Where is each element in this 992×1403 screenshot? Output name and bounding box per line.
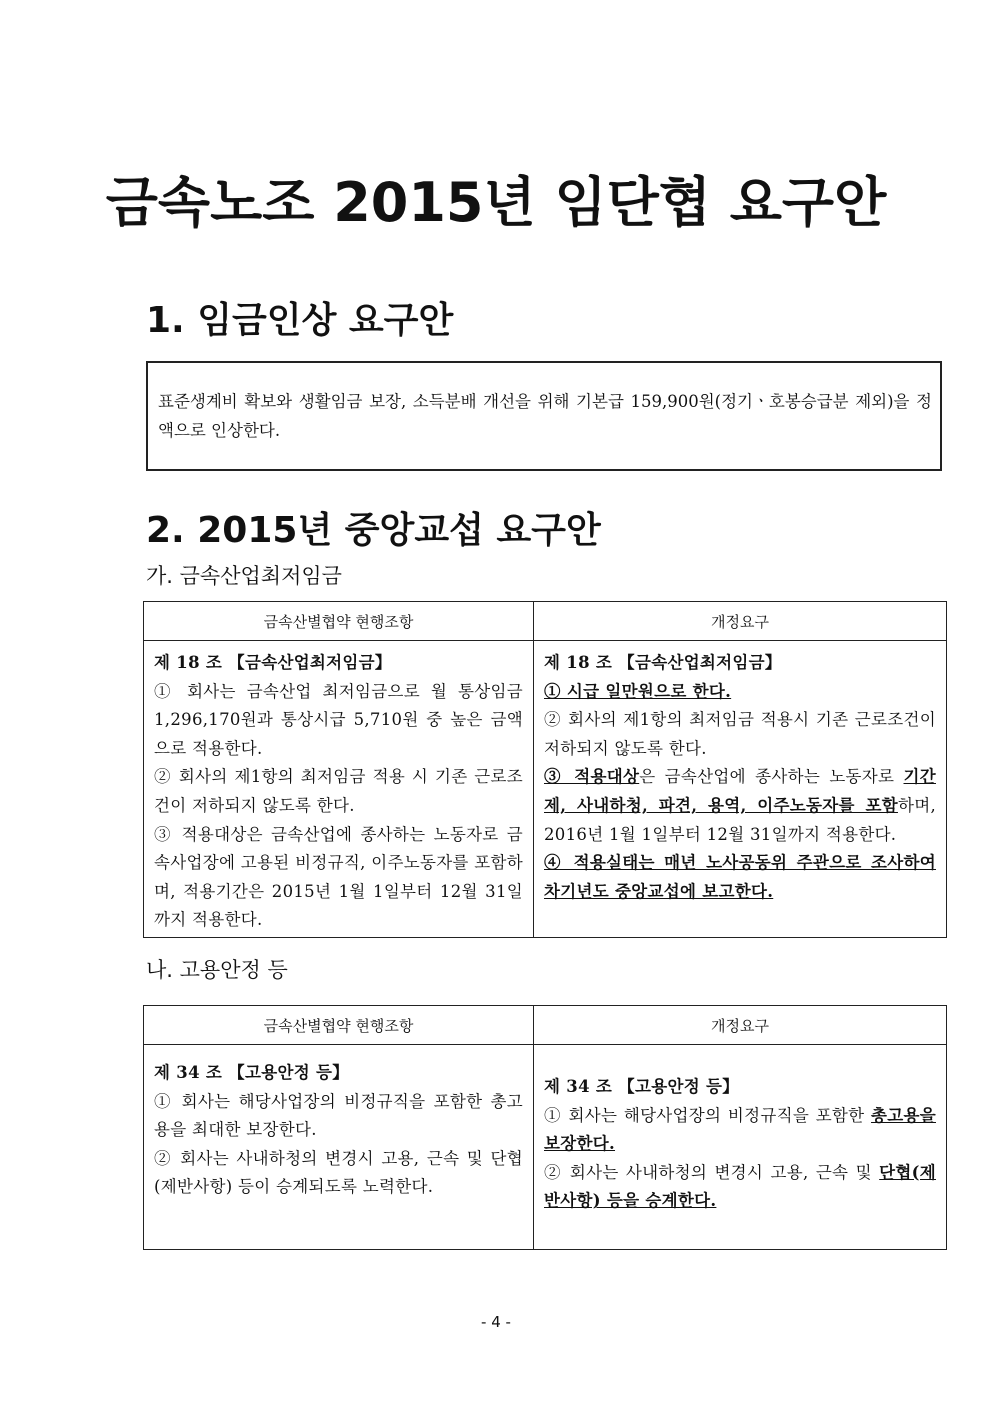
wage-demand-text: 표준생계비 확보와 생활임금 보장, 소득분배 개선을 위해 기본급 159,900원(정기ㆍ호봉승급분 제외)을 정액으로 인상한다. (158, 392, 932, 440)
emphasis-text: 기간제, 사내하청, 파견, 용역, 이주노동자를 포함 (544, 767, 936, 815)
clause-paragraph (544, 1159, 936, 1216)
clause-paragraph: ② 회사의 제1항의 최저임금 적용 시 기존 근로조건이 저하되지 않도록 한다. (154, 767, 523, 815)
column-header-revision: 개정요구 (534, 1006, 947, 1045)
column-header-current: 금속산별협약 현행조항 (144, 602, 534, 641)
emphasis-text: ③ 적용대상 (544, 767, 640, 787)
section-1-heading: 1. 임금인상 요구안 (146, 300, 454, 341)
subsection-a-heading: 가. 금속산업최저임금 (146, 564, 342, 588)
section-2-heading: 2. 2015년 중앙교섭 요구안 (146, 510, 601, 551)
clause-text: 하며, 2016년 1월 1일부터 12월 31일까지 적용한다. (544, 795, 936, 844)
current-clause-cell (144, 1045, 534, 1250)
revision-clause-cell (534, 641, 947, 938)
clause-paragraph: ① 회사는 금속산업 최저임금으로 월 통상임금 1,296,170원과 통상시급 5,710원 중 높은 금액으로 적용한다. (154, 681, 523, 758)
emphasis-text: 단협(제반사항) 등을 승계한다. (544, 1162, 936, 1211)
column-header-current: 금속산별협약 현행조항 (144, 1006, 534, 1045)
clause-paragraph: ④ 적용실태는 매년 노사공동위 주관으로 조사하여 차기년도 중앙교섭에 보고한다. (544, 853, 936, 901)
revision-clause-cell (534, 1045, 947, 1250)
page-number: - 4 - (481, 1313, 511, 1331)
clause-paragraph: ③ 적용대상은 금속산업에 종사하는 노동자로 금속사업장에 고용된 비정규직, 이주노동자를 포함하며, 적용기간은 2015년 1월 1일부터 12월 31일까지 적용한다. (154, 824, 523, 930)
emphasis-text: 총고용을 보장한다. (544, 1105, 936, 1154)
clause-text: ① 회사는 해당사업장의 비정규직을 포함한 (544, 1105, 872, 1125)
article-heading: 제 18 조 【금속산업최저임금】 (154, 653, 392, 672)
wage-demand-box (146, 361, 942, 471)
employment-stability-table (143, 1005, 947, 1250)
current-clause-cell (144, 641, 534, 938)
column-header-revision: 개정요구 (534, 602, 947, 641)
clause-paragraph (544, 1102, 936, 1159)
article-heading: 제 18 조 【금속산업최저임금】 (544, 653, 782, 672)
subsection-b-heading: 나. 고용안정 등 (146, 958, 288, 982)
clause-text: 은 금속산업에 종사하는 노동자로 (639, 767, 904, 787)
clause-paragraph: ① 회사는 해당사업장의 비정규직을 포함한 총고용을 최대한 보장한다. (154, 1091, 523, 1140)
clause-text: ② 회사는 사내하청의 변경시 고용, 근속 및 (544, 1162, 880, 1182)
minimum-wage-table (143, 601, 947, 938)
article-heading: 제 34 조 【고용안정 등】 (154, 1063, 350, 1082)
clause-paragraph (544, 763, 936, 849)
article-heading: 제 34 조 【고용안정 등】 (544, 1077, 740, 1096)
clause-paragraph: ② 회사의 제1항의 최저임금 적용시 기존 근로조건이 저하되지 않도록 한다. (544, 710, 936, 758)
document-title: 금속노조 2015년 임단협 요구안 (105, 171, 887, 234)
clause-paragraph: ① 시급 일만원으로 한다. (544, 681, 732, 701)
clause-paragraph: ② 회사는 사내하청의 변경시 고용, 근속 및 단협(제반사항) 등이 승계되도록 노력한다. (154, 1148, 523, 1197)
